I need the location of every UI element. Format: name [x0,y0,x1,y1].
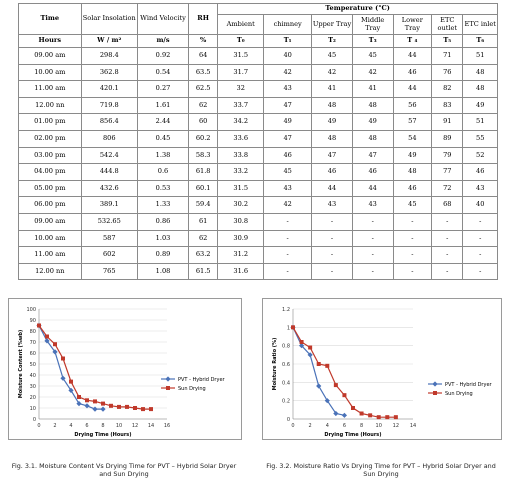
table-cell: - [463,263,498,280]
table-cell: 47 [312,147,353,164]
table-cell: 06.00 pm [19,197,82,214]
legend-label: PVT - Hybrid Dryer [178,377,225,383]
legend-marker [166,386,170,390]
legend-label: PVT - Hybrid Dryer [445,382,492,388]
table-cell: 46 [393,180,432,197]
table-cell: 0.54 [137,64,188,81]
table-cell: - [393,247,432,264]
temperature-data-table [18,3,498,280]
data-point [377,415,381,419]
table-cell: 34.2 [218,114,264,131]
data-point [76,401,81,406]
table-cell: - [393,230,432,247]
x-tick-label: 10 [115,423,123,429]
table-row [19,180,498,197]
table-cell: 1.61 [137,97,188,114]
header-time: Time [19,4,82,35]
table-cell: - [432,213,463,230]
table-cell: 57 [393,114,432,131]
data-point [69,380,73,384]
table-cell: 49 [393,147,432,164]
table-cell: 05.00 pm [19,180,82,197]
x-tick-label: 0 [291,423,295,429]
table-cell: - [432,247,463,264]
y-tick-label: 0 [32,417,36,423]
table-cell: 33.7 [218,97,264,114]
table-cell: 43 [352,197,393,214]
table-row [19,147,498,164]
table-cell: 11.00 am [19,247,82,264]
table-cell: 51 [463,114,498,131]
header-wind-velocity: Wind Velocity [137,4,188,35]
table-cell: 09.00 am [19,213,82,230]
table-cell: 46 [352,164,393,181]
x-tick-label: 12 [392,423,400,429]
table-body [19,48,498,280]
table-cell: - [432,263,463,280]
table-cell: 0.86 [137,213,188,230]
table-cell: 46 [264,147,312,164]
table-cell: 45 [312,48,353,65]
table-row [19,97,498,114]
legend-label: Sun Drying [445,391,473,397]
table-cell: 542.4 [81,147,137,164]
x-tick-label: 8 [101,423,105,429]
legend-marker [433,391,437,395]
table-cell: 12.00 nn [19,97,82,114]
unit-cell: T₁ [264,35,312,48]
table-cell: - [264,247,312,264]
unit-cell: % [189,35,218,48]
x-tick-label: 6 [85,423,89,429]
y-tick-label: 0.8 [282,343,290,350]
table-row [19,48,498,65]
table-cell: 432.6 [81,180,137,197]
table-cell: 41 [352,81,393,98]
table-cell: 765 [81,263,137,280]
table-cell: - [352,263,393,280]
table-cell: 31.2 [218,247,264,264]
legend-marker [165,376,170,381]
table-cell: - [312,247,353,264]
table-cell: 61.8 [189,164,218,181]
table-cell: 55 [463,130,498,147]
table-row [19,164,498,181]
y-axis-label: Moisture Content (%wb) [18,329,24,399]
table-cell: 71 [432,48,463,65]
table-cell: 33.6 [218,130,264,147]
table-cell: 30.2 [218,197,264,214]
figure-moisture-content [8,298,242,440]
moisture-content-chart [9,299,241,439]
table-cell: 47 [352,147,393,164]
data-point [360,412,364,416]
table-cell: 82 [432,81,463,98]
data-point [133,406,137,410]
data-point [85,398,89,402]
table-cell: - [352,230,393,247]
data-point [117,405,121,409]
table-cell: 43 [264,81,312,98]
y-tick-label: 10 [29,406,36,412]
table-cell: 03.00 pm [19,147,82,164]
table-cell: 68 [432,197,463,214]
table-row [19,130,498,147]
table-cell: 02.00 pm [19,130,82,147]
data-point [109,404,113,408]
unit-cell: T₂ [312,35,353,48]
table-cell: - [463,213,498,230]
y-tick-label: 90 [29,318,36,324]
x-tick-label: 2 [53,423,57,429]
data-point [351,406,355,410]
data-point [291,325,295,329]
table-cell: 32 [218,81,264,98]
header-temperature: Temperature (°C) [218,4,498,15]
table-cell: 72 [432,180,463,197]
table-cell: 49 [264,114,312,131]
table-cell: 30.9 [218,230,264,247]
table-cell: - [352,247,393,264]
table-row [19,81,498,98]
table-cell: 47 [264,130,312,147]
data-point [101,402,105,406]
table-cell: 10.00 am [19,64,82,81]
table-cell: - [393,213,432,230]
x-tick-label: 14 [409,423,417,429]
table-cell: 60 [189,114,218,131]
table-cell: 43 [312,197,353,214]
y-tick-label: 0 [286,417,290,423]
table-cell: 46 [463,164,498,181]
header-chimney: chimney [264,15,312,35]
table-cell: 62 [189,97,218,114]
table-cell: 43 [264,180,312,197]
table-cell: 48 [352,97,393,114]
table-cell: 49 [352,114,393,131]
x-tick-label: 12 [131,423,139,429]
data-point [325,364,329,368]
table-row [19,263,498,280]
x-tick-label: 2 [308,423,312,429]
table-cell: - [352,213,393,230]
x-tick-label: 6 [342,423,347,429]
table-cell: 806 [81,130,137,147]
data-point [342,413,347,418]
table-cell: 31.6 [218,263,264,280]
table-cell: 33.8 [218,147,264,164]
table-cell: 44 [393,48,432,65]
table-cell: 1.38 [137,147,188,164]
x-tick-label: 4 [69,423,73,429]
moisture-ratio-chart [263,299,501,439]
header-rh: RH [189,4,218,35]
data-point [93,399,97,403]
table-cell: 45 [352,48,393,65]
table-cell: 62.5 [189,81,218,98]
table-cell: 04.00 pm [19,164,82,181]
y-tick-label: 80 [29,329,36,335]
unit-cell: T₀ [218,35,264,48]
unit-cell: T₃ [352,35,393,48]
table-cell: 59.4 [189,197,218,214]
table-cell: 46 [312,164,353,181]
table-cell: 298.4 [81,48,137,65]
series-line [293,327,396,417]
data-point [61,357,65,361]
table-cell: 31.7 [218,64,264,81]
table-cell: 10.00 am [19,230,82,247]
x-axis-label: Drying Time (Hours) [74,432,132,438]
unit-cell: T ₄ [393,35,432,48]
table-row [19,230,498,247]
table-cell: 1.33 [137,197,188,214]
data-point [92,407,97,412]
table-cell: 01.00 pm [19,114,82,131]
table-cell: 1.03 [137,230,188,247]
table-cell: - [264,213,312,230]
table-cell: 60.1 [189,180,218,197]
table-cell: 62 [189,230,218,247]
data-point [368,413,372,417]
y-tick-label: 0.6 [282,362,290,368]
table-cell: 0.89 [137,247,188,264]
table-cell: 61.5 [189,263,218,280]
table-cell: 587 [81,230,137,247]
y-tick-label: 40 [29,373,36,379]
data-point [77,395,81,399]
table-cell: 30.8 [218,213,264,230]
data-point [141,407,145,411]
table-cell: 42 [312,64,353,81]
header-lower-tray: Lower Tray [393,15,432,35]
figure-moisture-ratio [262,298,502,440]
y-axis-label: Moisture Ratio (%) [272,337,278,391]
table-cell: 0.27 [137,81,188,98]
data-point [317,362,321,366]
table-cell: - [264,263,312,280]
data-point [300,340,304,344]
y-tick-label: 50 [29,362,36,368]
x-tick-label: 0 [37,423,41,429]
y-tick-label: 100 [26,307,36,313]
table-cell: 49 [312,114,353,131]
unit-cell: T₆ [463,35,498,48]
table-cell: 63.5 [189,64,218,81]
x-axis-label: Drying Time (Hours) [324,432,382,438]
y-tick-label: 0.4 [282,380,290,387]
table-cell: 11.00 am [19,81,82,98]
table-row [19,197,498,214]
y-tick-label: 30 [29,384,36,390]
table-cell: 47 [264,97,312,114]
unit-cell: m/s [137,35,188,48]
header-solar-insolation: Solar Insolation [81,4,137,35]
data-point [308,346,312,350]
table-cell: 532.65 [81,213,137,230]
table-cell: 31.5 [218,48,264,65]
table-cell: 42 [264,64,312,81]
table-cell: 362.8 [81,64,137,81]
data-point [149,407,153,411]
table-cell: 83 [432,97,463,114]
table-cell: 42 [264,197,312,214]
y-tick-label: 0.2 [282,398,290,405]
table-cell: 31.5 [218,180,264,197]
legend-label: Sun Drying [178,386,206,392]
unit-cell: Hours [19,35,82,48]
table-cell: 12.00 nn [19,263,82,280]
table-cell: 48 [312,97,353,114]
table-cell: 420.1 [81,81,137,98]
x-tick-label: 8 [359,423,364,429]
table-cell: 52 [463,147,498,164]
table-cell: 60.2 [189,130,218,147]
header-etc-outlet: ETC outlet [432,15,463,35]
table-cell: 389.1 [81,197,137,214]
data-point [394,415,398,419]
table-cell: 48 [352,130,393,147]
table-cell: 41 [312,81,353,98]
y-tick-label: 60 [29,351,36,357]
y-tick-label: 70 [29,340,36,346]
table-cell: 51 [463,48,498,65]
unit-cell: W / m² [81,35,137,48]
table-cell: 48 [312,130,353,147]
table-cell: 44 [352,180,393,197]
data-point [316,383,321,388]
legend-marker [432,381,437,386]
table-cell: - [264,230,312,247]
table-cell: 44 [393,81,432,98]
data-point [342,393,346,397]
table-cell: 0.6 [137,164,188,181]
table-cell: 42 [352,64,393,81]
table-cell: 0.92 [137,48,188,65]
figure-caption-2: Fig. 3.2. Moisture Ratio Vs Drying Time for PVT – Hybrid Solar Dryer and Sun Drying [266,462,496,479]
header-ambient: Ambient [218,15,264,35]
table-cell: - [312,230,353,247]
figure-caption-1: Fig. 3.1. Moisture Content Vs Drying Time for PVT – Hybrid Solar Dryer and Sun Drying [11,462,237,479]
table-cell: 46 [393,64,432,81]
data-point [37,324,41,328]
series-line [39,326,151,410]
table-cell: 48 [463,64,498,81]
table-cell: - [312,213,353,230]
table-cell: - [463,247,498,264]
table-cell: 58.3 [189,147,218,164]
table-cell: - [393,263,432,280]
data-point [385,415,389,419]
y-tick-label: 1.2 [282,307,290,313]
x-tick-label: 14 [147,423,155,429]
x-tick-label: 4 [325,423,329,429]
data-point [45,335,49,339]
table-cell: 77 [432,164,463,181]
header-upper-tray: Upper Tray [312,15,353,35]
x-tick-label: 10 [375,423,382,429]
data-point [100,407,105,412]
table-cell: 89 [432,130,463,147]
table-row [19,114,498,131]
header-middle-tray: Middle Tray [352,15,393,35]
table-row [19,64,498,81]
table-cell: 79 [432,147,463,164]
table-cell: 0.53 [137,180,188,197]
table-cell: 09.00 am [19,48,82,65]
table-cell: 444.8 [81,164,137,181]
table-cell: 49 [463,97,498,114]
table-cell: 56 [393,97,432,114]
header-etc-inlet: ETC inlet [463,15,498,35]
table-cell: 44 [312,180,353,197]
table-row [19,247,498,264]
y-tick-label: 1 [286,325,290,332]
table-cell: - [463,230,498,247]
table-cell: 45 [264,164,312,181]
table-cell: 61 [189,213,218,230]
x-tick-label: 16 [163,423,171,429]
data-point [125,405,129,409]
table-cell: 1.08 [137,263,188,280]
data-point [334,383,338,387]
table-cell: - [312,263,353,280]
table-cell: 40 [264,48,312,65]
table-cell: 2.44 [137,114,188,131]
y-tick-label: 20 [29,395,36,401]
table-cell: 45 [393,197,432,214]
table-row [19,213,498,230]
table-cell: 43 [463,180,498,197]
table-cell: 48 [393,164,432,181]
table-cell: - [432,230,463,247]
table-cell: 602 [81,247,137,264]
table-cell: 76 [432,64,463,81]
data-point [53,342,57,346]
table-cell: 64 [189,48,218,65]
table-cell: 91 [432,114,463,131]
table-cell: 0.45 [137,130,188,147]
table-cell: 33.2 [218,164,264,181]
table-cell: 48 [463,81,498,98]
unit-cell: T₅ [432,35,463,48]
table-cell: 856.4 [81,114,137,131]
data-point [84,403,89,408]
table-cell: 719.8 [81,97,137,114]
table-cell: 54 [393,130,432,147]
table-cell: 63.2 [189,247,218,264]
table-cell: 40 [463,197,498,214]
